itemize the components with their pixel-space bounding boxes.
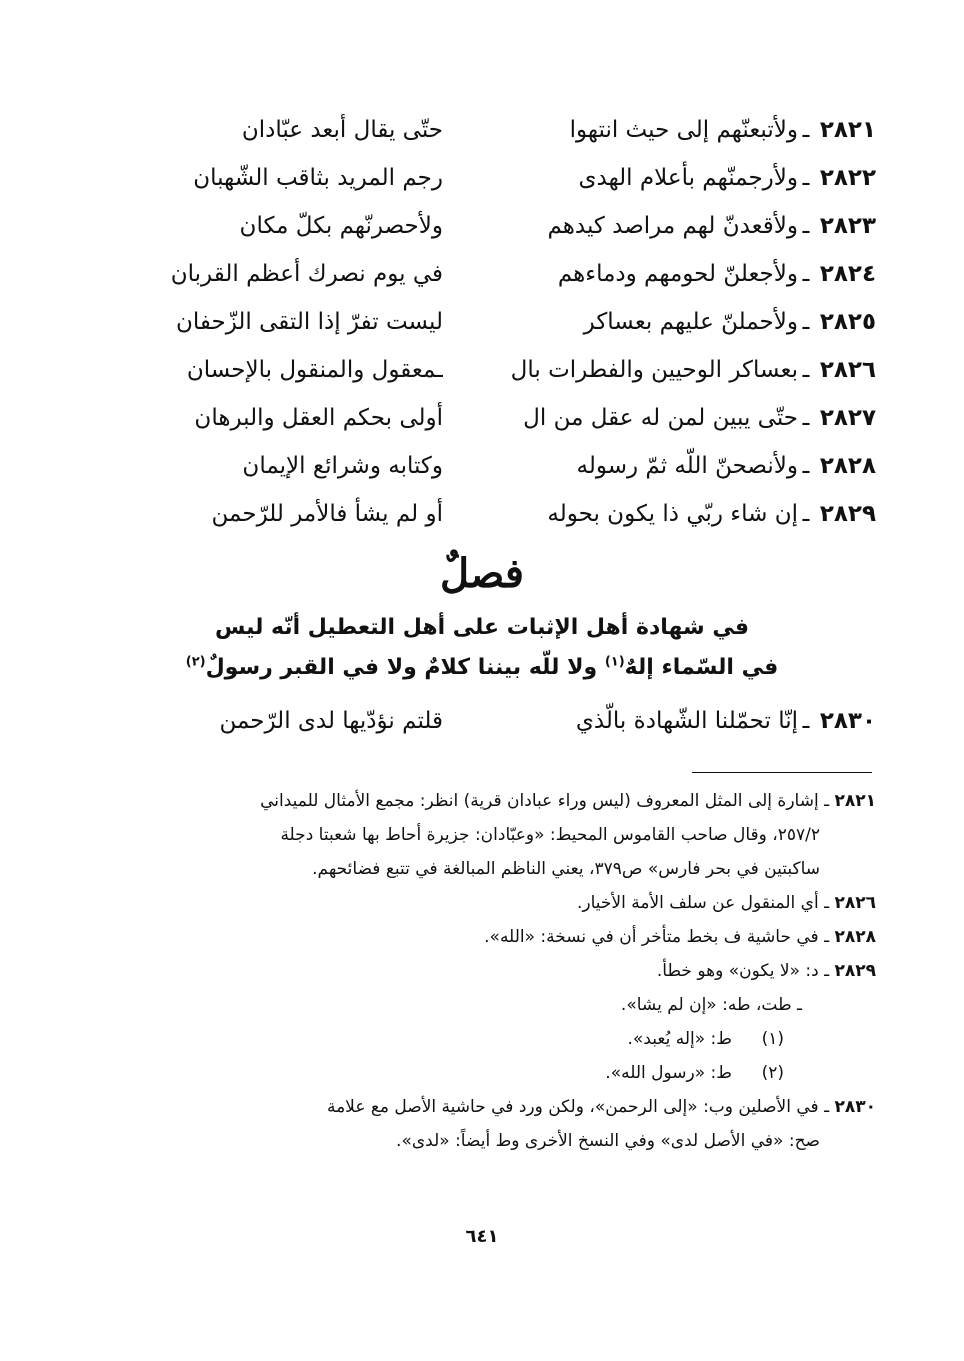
- verse-2826: [86, 346, 876, 394]
- first-hemistich: بعساكر الوحيين والفطرات بال: [510, 357, 798, 383]
- verse-dash: ـ: [802, 213, 810, 239]
- first-hemistich: ولأقعدنّ لهم مراصد كيدهم: [547, 213, 798, 239]
- section-title: فصلٌ: [439, 550, 525, 597]
- second-hemistich: أولى بحكم العقل والبرهان: [194, 405, 443, 431]
- note-text: صح: «في الأصل لدى» وفي النسخ الأخرى وط أيضاً: «لدى».: [396, 1131, 820, 1151]
- note-text: أي المنقول عن سلف الأمة الأخيار.: [577, 893, 819, 913]
- verse-dash: ـ: [802, 165, 810, 191]
- verse-2829: [86, 490, 876, 538]
- poem-verses-2: [86, 697, 876, 745]
- verse-number: ٢٨٢٩: [819, 501, 876, 527]
- note-number: ٢٨٢٦: [834, 893, 876, 913]
- second-hemistich: وكتابه وشرائع الإيمان: [242, 453, 443, 479]
- verse-2821: [86, 106, 876, 154]
- note-text: د: «لا يكون» وهو خطأ.: [656, 961, 819, 981]
- note-text: ساكبتين في بحر فارس» ص٣٧٩، يعني الناظم المبالغة في تتبع فضائحهم.: [312, 859, 820, 879]
- heading-text: ولا للّه بيننا كلامٌ ولا في القبر رسولٌ: [205, 655, 598, 680]
- section-heading-line-1: في شهادة أهل الإثبات على أهل التعطيل أنّه ليس: [214, 615, 750, 640]
- footnote-text: ط: «رسول الله».: [605, 1063, 732, 1083]
- note-2828: ٢٨٢٨ ـ في حاشية ف بخط متأخر أن في نسخة: «الله».: [484, 927, 876, 947]
- verse-number: ٢٨٢٤: [819, 261, 876, 287]
- note-2821: ٢٨٢١ ـ إشارة إلى المثل المعروف (ليس وراء عبادان قرية) انظر: مجمع الأمثال للميداني ٢٥٧/٢، وقال صاحب القاموس المحيط: «وعبّادان: جزيرة أحاط بها شعبتا دجلة ساكبتين في بحر فارس» ص٣٧٩، يعني الناظم المبالغة في تتبع فضائحهم.: [86, 784, 876, 886]
- verse-number: ٢٨٢٨: [819, 453, 876, 479]
- second-hemistich: ليست تفرّ إذا التقى الزّحفان: [175, 309, 443, 335]
- second-hemistich: رجم المريد بثاقب الشّهبان: [193, 165, 443, 191]
- note-text: في حاشية ف بخط متأخر أن في نسخة: «الله».: [484, 927, 819, 947]
- verse-number: ٢٨٢٧: [819, 405, 876, 431]
- first-hemistich: ولأجعلنّ لحومهم ودماءهم: [557, 261, 798, 287]
- footnote-number: (٢): [761, 1063, 784, 1083]
- first-hemistich: ولأرجمنّهم بأعلام الهدى: [578, 165, 798, 191]
- verse-dash: ـ: [802, 261, 810, 287]
- first-hemistich: ولأحملنّ عليهم بعساكر: [583, 309, 798, 335]
- verse-dash: ـ: [802, 501, 810, 527]
- second-hemistich: ولأحصرنّهم بكلّ مكان: [239, 213, 443, 239]
- verse-dash: ـ: [802, 708, 810, 734]
- note-2829: ٢٨٢٩ ـ د: «لا يكون» وهو خطأ. ـ طت، طه: «إن لم يشا».: [86, 954, 876, 1022]
- verse-2827: [86, 394, 876, 442]
- verse-number: ٢٨٢١: [819, 117, 876, 143]
- footnotes: [86, 784, 876, 1158]
- first-hemistich: ولأتبعنّهم إلى حيث انتهوا: [569, 117, 798, 143]
- verse-number: ٢٨٢٢: [819, 165, 876, 191]
- verse-dash: ـ: [802, 453, 810, 479]
- footnote-number: (١): [761, 1029, 784, 1049]
- section-heading-line-2: [90, 648, 874, 688]
- verse-2823: [86, 202, 876, 250]
- note-2826: ٢٨٢٦ ـ أي المنقول عن سلف الأمة الأخيار.: [577, 893, 876, 913]
- page-number: ٦٤١: [465, 1226, 499, 1247]
- footnote-2: [86, 1056, 876, 1090]
- note-text: في الأصلين وب: «إلى الرحمن»، ولكن ورد في حاشية الأصل مع علامة: [326, 1097, 819, 1117]
- heading-text: في السّماء إلهٌ: [624, 655, 779, 680]
- footnote-1: [86, 1022, 876, 1056]
- second-hemistich: ـمعقول والمنقول بالإحسان: [186, 357, 443, 383]
- first-hemistich: حتّى يبين لمن له عقل من ال: [523, 405, 798, 431]
- note-text: إشارة إلى المثل المعروف (ليس وراء عبادان قرية) انظر: مجمع الأمثال للميداني: [260, 791, 819, 811]
- footnote-divider: [692, 772, 872, 773]
- footnote-ref-2[interactable]: (٢): [185, 654, 206, 670]
- first-hemistich: ولأنصحنّ اللّه ثمّ رسوله: [576, 453, 798, 479]
- verse-2828: [86, 442, 876, 490]
- verse-2824: [86, 250, 876, 298]
- footnote-ref-1[interactable]: (١): [604, 654, 625, 670]
- verse-2822: [86, 154, 876, 202]
- verse-number: ٢٨٢٣: [819, 213, 876, 239]
- note-number: ٢٨٢١: [834, 791, 876, 811]
- verse-number: ٢٨٣٠: [819, 708, 876, 734]
- first-hemistich: إن شاء ربّي ذا يكون بحوله: [547, 501, 798, 527]
- footnote-text: ط: «إله يُعبد».: [627, 1029, 732, 1049]
- verse-dash: ـ: [802, 357, 810, 383]
- note-number: ٢٨٢٩: [834, 961, 876, 981]
- verse-dash: ـ: [802, 117, 810, 143]
- verse-2825: [86, 298, 876, 346]
- second-hemistich: قلتم نؤدّيها لدى الرّحمن: [219, 708, 443, 734]
- note-number: ٢٨٢٨: [834, 927, 876, 947]
- note-subtext: ـ طت، طه: «إن لم يشا».: [620, 995, 802, 1015]
- verse-dash: ـ: [802, 309, 810, 335]
- note-2830: ٢٨٣٠ ـ في الأصلين وب: «إلى الرحمن»، ولكن ورد في حاشية الأصل مع علامة صح: «في الأصل لدى» وفي النسخ الأخرى وط أيضاً: «لدى».: [86, 1090, 876, 1158]
- verse-number: ٢٨٢٦: [819, 357, 876, 383]
- note-text: ٢٥٧/٢، وقال صاحب القاموس المحيط: «وعبّادان: جزيرة أحاط بها شعبتا دجلة: [280, 825, 820, 845]
- second-hemistich: في يوم نصرك أعظم القربان: [170, 261, 443, 287]
- second-hemistich: حتّى يقال أبعد عبّادان: [241, 117, 443, 143]
- note-number: ٢٨٣٠: [834, 1097, 876, 1117]
- verse-number: ٢٨٢٥: [819, 309, 876, 335]
- verse-dash: ـ: [802, 405, 810, 431]
- second-hemistich: أو لم يشأ فالأمر للرّحمن: [211, 501, 443, 527]
- first-hemistich: إنّا تحمّلنا الشّهادة بالّذي: [575, 708, 798, 734]
- verse-2830: [86, 697, 876, 745]
- poem-verses: [86, 106, 876, 538]
